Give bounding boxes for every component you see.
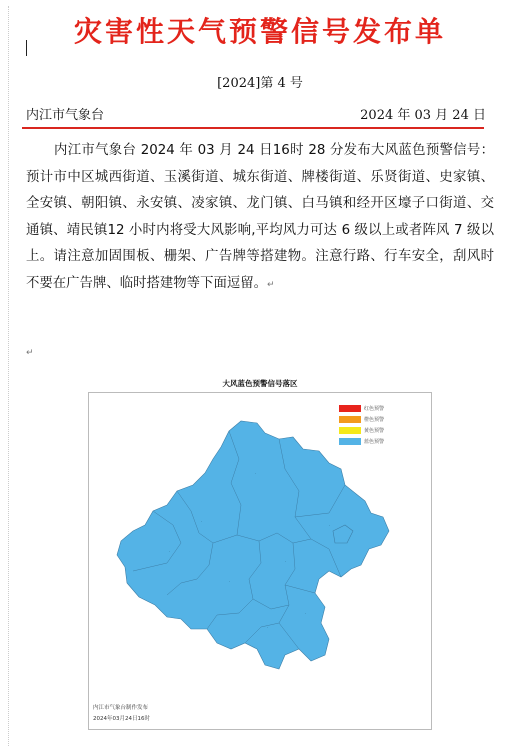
map-legend <box>339 403 419 447</box>
legend-item <box>339 425 419 435</box>
svg-text:·: · <box>329 524 331 528</box>
page-gutter <box>8 6 13 746</box>
svg-text:·: · <box>285 560 287 564</box>
red-divider-line <box>22 127 484 129</box>
document-title: 灾害性天气预警信号发布单 <box>73 15 446 48</box>
legend-swatch <box>339 416 361 423</box>
svg-text:·: · <box>169 550 171 554</box>
issue-date: 2024 年 03 月 24 日 <box>360 108 486 123</box>
legend-item <box>339 436 419 446</box>
svg-text:·: · <box>305 612 307 616</box>
map-publisher: 内江市气象台制作发布 <box>93 705 149 711</box>
empty-paragraph-return-icon: ↵ <box>26 348 34 358</box>
svg-text:·: · <box>267 626 269 630</box>
map-region-outline <box>117 421 389 669</box>
issuer-name: 内江市气象台 <box>26 108 105 123</box>
legend-swatch <box>339 427 361 434</box>
warning-body-text <box>26 138 494 298</box>
warning-body-content: 内江市气象台 2024 年 03 月 24 日16时 28 分发布大风蓝色预警信号：预计市中区城西街道、玉溪街道、城东街道、牌楼街道、乐贤街道、史家镇、全安镇、朝阳镇、永安镇、凌家镇、龙门镇、白马镇和经开区壕子口街道、交通镇、靖民镇12 小时内将受大风影响,平均风力可达 6 级以上或者阵风 7 级以上。请注意加固围板、栅架、广告牌等搭建物。注意行路、行车安全，刮风时不要在广告牌、临时搭建物等下面逗留。 <box>26 143 494 291</box>
legend-label: 黄色预警 <box>364 427 385 434</box>
legend-label: 红色预警 <box>364 405 385 412</box>
paragraph-return-icon: ↵ <box>267 279 275 290</box>
svg-text:·: · <box>201 520 203 524</box>
legend-swatch <box>339 438 361 445</box>
legend-item <box>339 414 419 424</box>
issue-number: [2024]第 4 号 <box>217 76 303 91</box>
legend-label: 橙色预警 <box>364 416 385 423</box>
legend-label: 蓝色预警 <box>364 438 385 445</box>
svg-text:·: · <box>255 472 257 476</box>
svg-text:·: · <box>229 580 231 584</box>
legend-item <box>339 403 419 413</box>
legend-swatch <box>339 405 361 412</box>
map-title: 大风蓝色预警信号落区 <box>222 379 298 388</box>
map-publish-time: 2024年03月24日16时 <box>93 716 150 722</box>
warning-map-figure <box>88 379 432 730</box>
